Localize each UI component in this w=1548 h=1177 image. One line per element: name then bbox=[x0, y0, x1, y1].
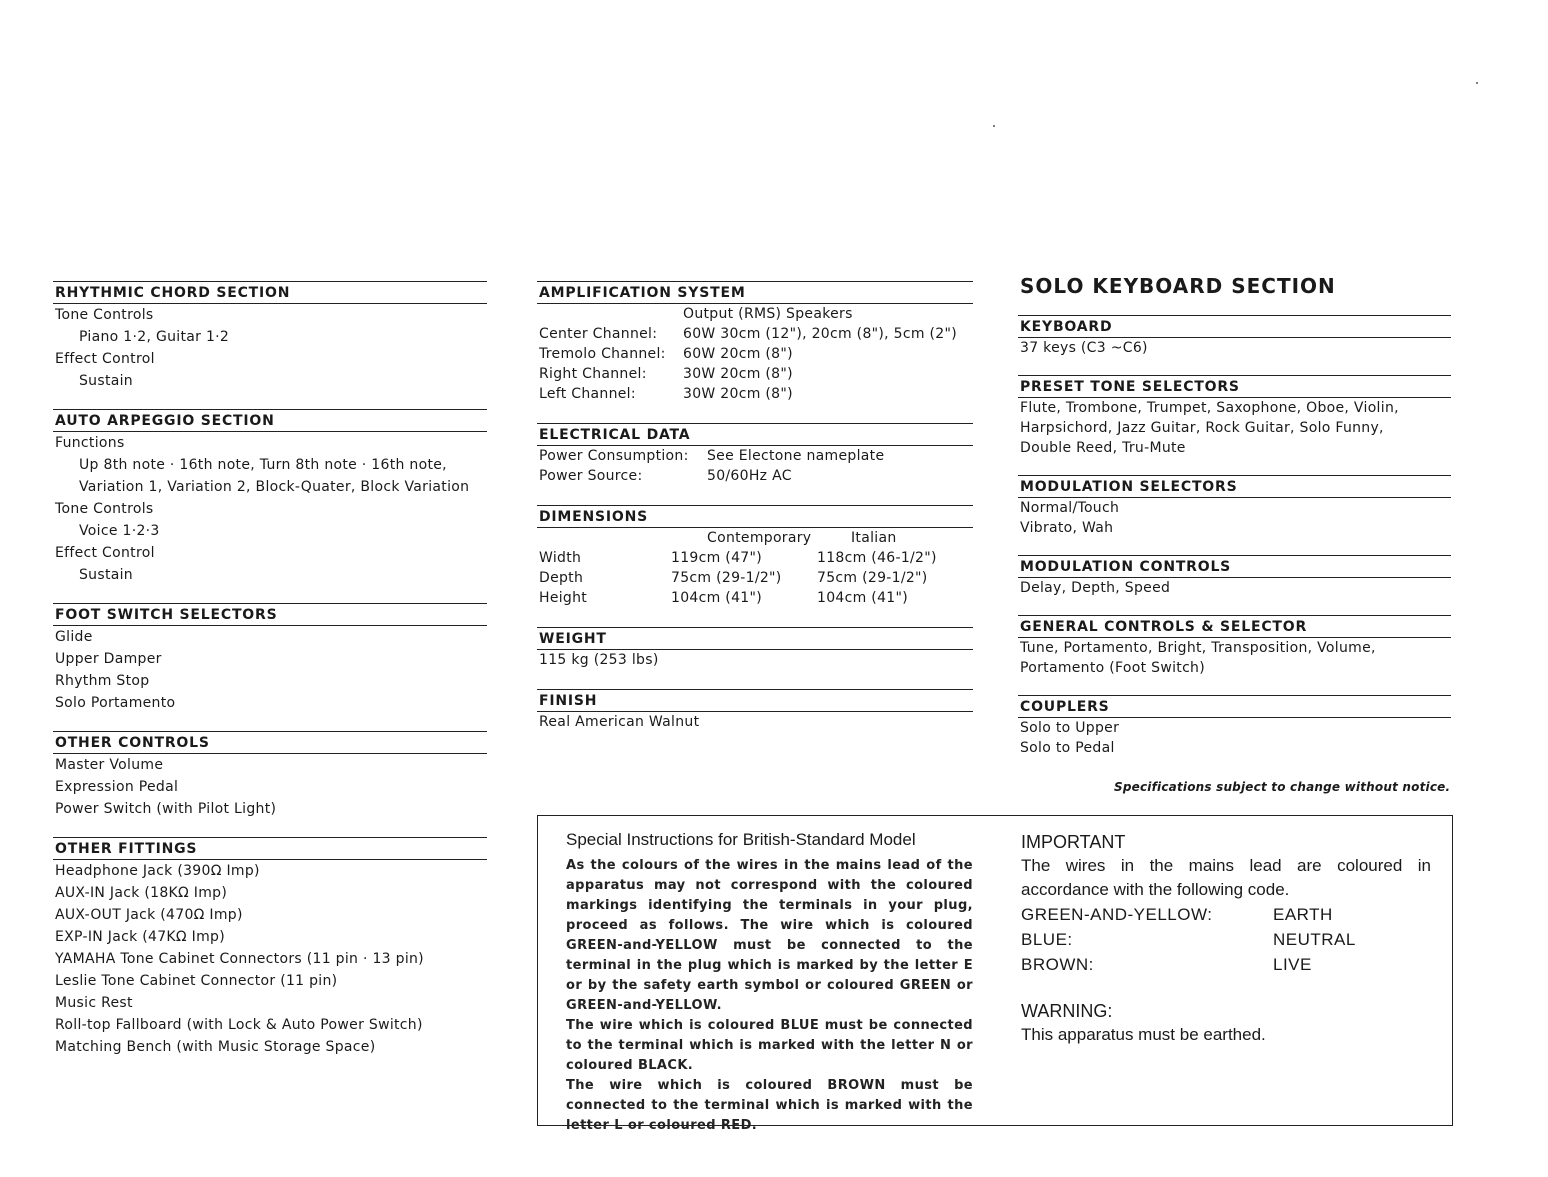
electrical-row bbox=[537, 466, 973, 486]
important-title: IMPORTANT bbox=[1021, 832, 1126, 852]
spec-item: Effect Control bbox=[55, 351, 155, 367]
section-gap bbox=[53, 714, 487, 731]
spec-item: Sustain bbox=[79, 373, 133, 389]
instruction-paragraph: As the colours of the wires in the mains lead of the apparatus may not correspond with the coloured markings identifying the terminals in your plug, proceed as follows. The wire which is coloured GREEN-and-YELLOW must be connected to the terminal in the plug which is marked by the letter E or by the safety earth symbol or coloured GREEN or GREEN-and-YELLOW. bbox=[566, 858, 973, 1013]
spec-line: Portamento (Foot Switch) bbox=[1020, 660, 1205, 676]
middle-column bbox=[537, 281, 973, 732]
dimensions-header bbox=[537, 528, 973, 548]
wire-colour: BLUE: bbox=[1021, 930, 1073, 949]
section-gap bbox=[1018, 358, 1451, 375]
section-title: RHYTHMIC CHORD SECTION bbox=[53, 281, 487, 304]
wire-code-row bbox=[1021, 952, 1431, 977]
dim-header-italian: Italian bbox=[851, 530, 897, 546]
section-title: AUTO ARPEGGIO SECTION bbox=[53, 409, 487, 432]
electrical-section bbox=[537, 423, 973, 486]
box-title: Special Instructions for British-Standard Model bbox=[566, 830, 916, 849]
spec-item: Expression Pedal bbox=[55, 779, 179, 795]
right-column bbox=[1018, 274, 1451, 758]
left-section bbox=[53, 731, 487, 820]
instruction-paragraph: The wire which is coloured BROWN must be connected to the terminal which is marked with the letter L or coloured RED. bbox=[566, 1078, 973, 1133]
amp-header: Output (RMS) Speakers bbox=[683, 306, 853, 322]
spec-item: Headphone Jack (390Ω Imp) bbox=[55, 863, 260, 879]
dimensions-section bbox=[537, 505, 973, 608]
spec-item: EXP-IN Jack (47KΩ Imp) bbox=[55, 929, 225, 945]
wire-meaning: NEUTRAL bbox=[1273, 930, 1356, 949]
spec-item: AUX-IN Jack (18KΩ Imp) bbox=[55, 885, 228, 901]
spec-item: YAMAHA Tone Cabinet Connectors (11 pin · 13 pin) bbox=[55, 951, 424, 967]
wire-code-row bbox=[1021, 902, 1431, 927]
weight-value: 115 kg (253 lbs) bbox=[539, 652, 659, 668]
spec-item: Rhythm Stop bbox=[55, 673, 150, 689]
instructions-text bbox=[566, 856, 973, 1136]
dimension-italian: 75cm (29-1/2") bbox=[817, 570, 928, 586]
electrical-row bbox=[537, 446, 973, 466]
wire-colour: GREEN-AND-YELLOW: bbox=[1021, 905, 1213, 924]
section-title: OTHER FITTINGS bbox=[53, 837, 487, 860]
spec-line: Harpsichord, Jazz Guitar, Rock Guitar, Solo Funny, bbox=[1020, 420, 1384, 436]
solo-section bbox=[1018, 695, 1451, 758]
spec-line: Solo to Pedal bbox=[1020, 740, 1115, 756]
wire-meaning: EARTH bbox=[1273, 905, 1333, 924]
spec-item: Matching Bench (with Music Storage Space) bbox=[55, 1039, 376, 1055]
important-block bbox=[1021, 830, 1431, 1047]
weight-section bbox=[537, 627, 973, 670]
amp-row bbox=[537, 344, 973, 364]
electrical-value: See Electone nameplate bbox=[707, 448, 885, 464]
spec-item: Leslie Tone Cabinet Connector (11 pin) bbox=[55, 973, 338, 989]
spec-item: Piano 1·2, Guitar 1·2 bbox=[79, 329, 230, 345]
spec-item: Voice 1·2·3 bbox=[79, 523, 160, 539]
dimension-label: Width bbox=[539, 550, 582, 566]
electrical-label: Power Consumption: bbox=[539, 448, 689, 464]
spec-line: Delay, Depth, Speed bbox=[1020, 580, 1171, 596]
dimension-label: Height bbox=[539, 590, 588, 606]
section-title: ELECTRICAL DATA bbox=[537, 423, 973, 446]
scan-speck bbox=[993, 125, 995, 127]
section-gap bbox=[53, 820, 487, 837]
section-title: OTHER CONTROLS bbox=[53, 731, 487, 754]
left-column bbox=[53, 281, 487, 1058]
spec-item: Upper Damper bbox=[55, 651, 162, 667]
section-title: KEYBOARD bbox=[1018, 315, 1451, 338]
spec-item: Music Rest bbox=[55, 995, 133, 1011]
solo-section bbox=[1018, 615, 1451, 678]
section-title: PRESET TONE SELECTORS bbox=[1018, 375, 1451, 398]
spec-item: Effect Control bbox=[55, 545, 155, 561]
finish-value: Real American Walnut bbox=[539, 714, 700, 730]
dimension-italian: 118cm (46-1/2") bbox=[817, 550, 937, 566]
spec-item: Solo Portamento bbox=[55, 695, 176, 711]
amp-label: Right Channel: bbox=[539, 366, 647, 382]
section-gap bbox=[1018, 538, 1451, 555]
left-section bbox=[53, 603, 487, 714]
dimension-italian: 104cm (41") bbox=[817, 590, 908, 606]
left-section bbox=[53, 281, 487, 392]
dimension-contemporary: 104cm (41") bbox=[671, 590, 762, 606]
solo-section bbox=[1018, 315, 1451, 358]
left-section bbox=[53, 409, 487, 586]
section-gap bbox=[53, 586, 487, 603]
solo-section bbox=[1018, 375, 1451, 458]
section-title: FOOT SWITCH SELECTORS bbox=[53, 603, 487, 626]
finish-section bbox=[537, 689, 973, 732]
spec-item: Variation 1, Variation 2, Block-Quater, Block Variation bbox=[79, 479, 470, 495]
spec-item: Master Volume bbox=[55, 757, 164, 773]
spec-line: Flute, Trombone, Trumpet, Saxophone, Oboe, Violin, bbox=[1020, 400, 1399, 416]
british-standard-box bbox=[537, 815, 1453, 1133]
wire-meaning: LIVE bbox=[1273, 955, 1312, 974]
amp-value: 60W 20cm (8") bbox=[683, 346, 793, 362]
dimension-contemporary: 75cm (29-1/2") bbox=[671, 570, 782, 586]
british-instructions bbox=[566, 830, 973, 1136]
dimension-row bbox=[537, 548, 973, 568]
amp-label: Left Channel: bbox=[539, 386, 636, 402]
left-section bbox=[53, 837, 487, 1058]
wire-colour: BROWN: bbox=[1021, 955, 1094, 974]
warning-title: WARNING: bbox=[1021, 1001, 1113, 1021]
section-gap bbox=[1018, 678, 1451, 695]
spec-item: Functions bbox=[55, 435, 125, 451]
amplification-section bbox=[537, 281, 973, 404]
section-title: WEIGHT bbox=[537, 627, 973, 650]
dim-header-contemporary: Contemporary bbox=[707, 530, 812, 546]
section-title: FINISH bbox=[537, 689, 973, 712]
section-gap bbox=[1018, 458, 1451, 475]
dimension-row bbox=[537, 588, 973, 608]
spec-line: 37 keys (C3 ~C6) bbox=[1020, 340, 1148, 356]
spec-line: Double Reed, Tru-Mute bbox=[1020, 440, 1186, 456]
spec-item: AUX-OUT Jack (470Ω Imp) bbox=[55, 907, 243, 923]
spec-notice: Specifications subject to change without notice. bbox=[1114, 780, 1451, 794]
instruction-paragraph: The wire which is coloured BLUE must be connected to the terminal which is marked with the letter N or coloured BLACK. bbox=[566, 1018, 973, 1073]
spec-item: Glide bbox=[55, 629, 93, 645]
dimension-contemporary: 119cm (47") bbox=[671, 550, 762, 566]
section-title: DIMENSIONS bbox=[537, 505, 973, 528]
spec-item: Tone Controls bbox=[55, 501, 154, 517]
amp-label: Tremolo Channel: bbox=[539, 346, 666, 362]
solo-keyboard-heading: SOLO KEYBOARD SECTION bbox=[1020, 274, 1336, 298]
scan-speck bbox=[1476, 82, 1478, 84]
spec-line: Tune, Portamento, Bright, Transposition, Volume, bbox=[1020, 640, 1376, 656]
amp-value: 30W 20cm (8") bbox=[683, 386, 793, 402]
spec-item: Tone Controls bbox=[55, 307, 154, 323]
electrical-label: Power Source: bbox=[539, 468, 643, 484]
spec-item: Roll-top Fallboard (with Lock & Auto Power Switch) bbox=[55, 1017, 423, 1033]
amp-row bbox=[537, 384, 973, 404]
section-title: COUPLERS bbox=[1018, 695, 1451, 718]
wire-code-row bbox=[1021, 927, 1431, 952]
section-title: GENERAL CONTROLS & SELECTOR bbox=[1018, 615, 1451, 638]
spec-line: Solo to Upper bbox=[1020, 720, 1120, 736]
amp-label: Center Channel: bbox=[539, 326, 658, 342]
important-text: The wires in the mains lead are coloured in accordance with the following code. bbox=[1021, 856, 1431, 899]
spec-item: Sustain bbox=[79, 567, 133, 583]
section-gap bbox=[53, 392, 487, 409]
electrical-value: 50/60Hz AC bbox=[707, 468, 792, 484]
dimension-label: Depth bbox=[539, 570, 584, 586]
section-gap bbox=[1018, 598, 1451, 615]
solo-section bbox=[1018, 555, 1451, 598]
amp-value: 60W 30cm (12"), 20cm (8"), 5cm (2") bbox=[683, 326, 958, 342]
section-title: MODULATION SELECTORS bbox=[1018, 475, 1451, 498]
amp-row bbox=[537, 364, 973, 384]
spec-line: Vibrato, Wah bbox=[1020, 520, 1114, 536]
spec-item: Power Switch (with Pilot Light) bbox=[55, 801, 277, 817]
solo-section bbox=[1018, 475, 1451, 538]
amp-value: 30W 20cm (8") bbox=[683, 366, 793, 382]
warning-text: This apparatus must be earthed. bbox=[1021, 1025, 1266, 1044]
dimension-row bbox=[537, 568, 973, 588]
spec-item: Up 8th note · 16th note, Turn 8th note · 16th note, bbox=[79, 457, 447, 473]
spec-line: Normal/Touch bbox=[1020, 500, 1120, 516]
section-title: AMPLIFICATION SYSTEM bbox=[537, 281, 973, 304]
section-title: MODULATION CONTROLS bbox=[1018, 555, 1451, 578]
amp-row bbox=[537, 324, 973, 344]
